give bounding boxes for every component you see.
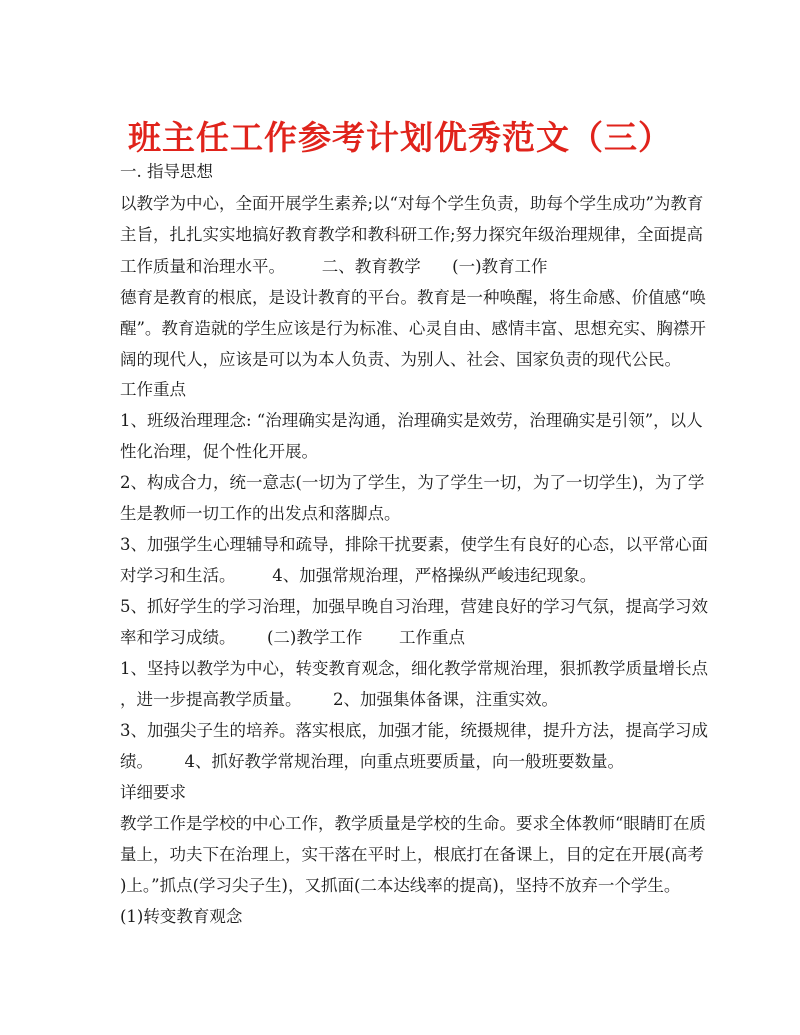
text-line: 1、班级治理理念: “治理确实是沟通，治理确实是效劳，治理确实是引领”，以人 [120, 411, 703, 430]
text-line: 2、构成合力，统一意志(一切为了学生，为了学生一切，为了一切学生)，为了学 [120, 473, 705, 492]
text-line: 3、加强尖子生的培养。落实根底，加强才能，统摄规律，提升方法，提高学习成 [120, 721, 708, 740]
text-line: 对学习和生活。 4、加强常规治理，严格操纵严峻违纪现象。 [120, 566, 597, 585]
text-line: 一. 指导思想 [120, 162, 213, 181]
text-line: 生是教师一切工作的出发点和落脚点。 [120, 504, 401, 523]
text-line: 绩。 4、抓好教学常规治理，向重点班要质量，向一般班要数量。 [120, 752, 624, 771]
text-line: 3、加强学生心理辅导和疏导，排除干扰要素，使学生有良好的心态，以平常心面 [120, 535, 708, 554]
text-line: 工作质量和治理水平。 二、教育教学 (一)教育工作 [120, 257, 548, 276]
text-line: 主旨，扎扎实实地搞好教育教学和教科研工作;努力探究年级治理规律，全面提高 [120, 225, 704, 244]
text-line: 教学工作是学校的中心工作，教学质量是学校的生命。要求全体教师“眼睛盯在质 [120, 814, 706, 833]
text-line: (1)转变教育观念 [120, 907, 243, 926]
section-heading: 详细要求 [120, 783, 186, 802]
text-line: 阔的现代人，应该是可以为本人负责、为别人、社会、国家负责的现代公民。 [120, 350, 681, 369]
text-line: 醒”。教育造就的学生应该是行为标准、心灵自由、感情丰富、思想充实、胸襟开 [120, 319, 706, 338]
text-line: ，进一步提高教学质量。 2、加强集体备课，注重实效。 [120, 690, 558, 709]
text-line: 1、坚持以教学为中心，转变教育观念，细化教学常规治理，狠抓教学质量增长点 [120, 659, 708, 678]
text-line: 以教学为中心，全面开展学生素养;以“对每个学生负责，助每个学生成功”为教育 [120, 194, 704, 213]
document-title: 班主任工作参考计划优秀范文（三） [128, 118, 672, 157]
text-line: 率和学习成绩。 (二)教学工作 工作重点 [120, 628, 466, 647]
text-line: 5、抓好学生的学习治理，加强早晚自习治理，营建良好的学习气氛，提高学习效 [120, 597, 708, 616]
text-line: )上。”抓点(学习尖子生)，又抓面(二本达线率的提高)，坚持不放弃一个学生。 [120, 876, 681, 895]
text-line: 量上，功夫下在治理上，实干落在平时上，根底打在备课上，目的定在开展(高考 [120, 845, 704, 864]
text-line: 德育是教育的根底，是设计教育的平台。教育是一种唤醒，将生命感、价值感“唤 [120, 288, 706, 307]
text-line: 性化治理，促个性化开展。 [120, 442, 318, 461]
section-heading: 工作重点 [120, 380, 186, 399]
